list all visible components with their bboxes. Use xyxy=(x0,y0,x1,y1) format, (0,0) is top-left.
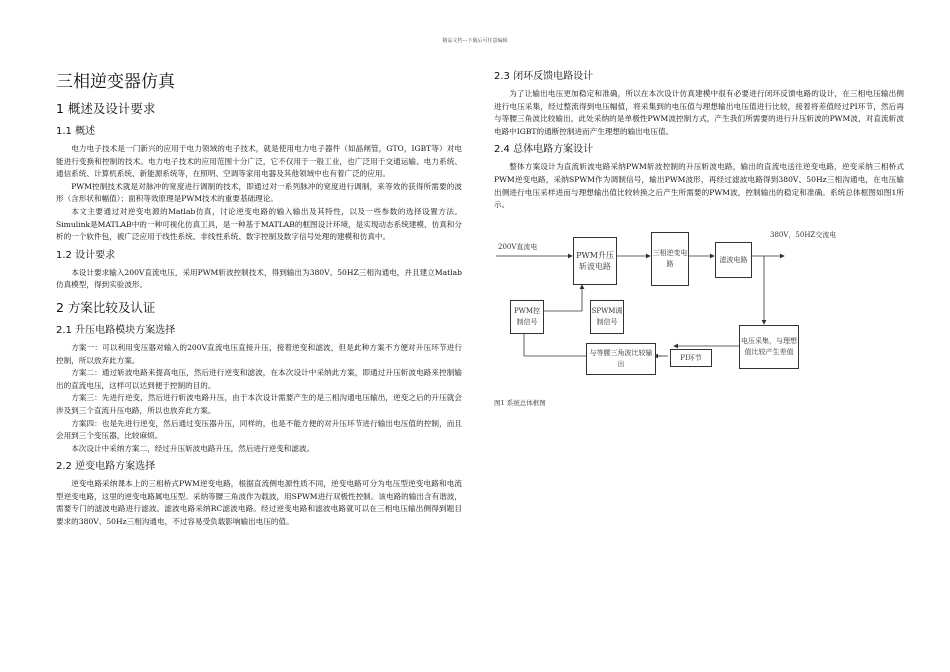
pwm-boost-block: PWM升压斩波电路 xyxy=(573,237,617,285)
pwm-control-block: PWM控制信号 xyxy=(510,300,544,334)
section-2-1-heading: 2.1 升压电路模块方案选择 xyxy=(56,324,176,336)
page-header: 精品文档---下载后可任意编辑 xyxy=(442,38,508,44)
figure-caption: 图1 系统总体框图 xyxy=(494,399,546,407)
paragraph: 本设计要求输入200V直流电压，采用PWM斩波控制技术，得到输出为380V、50HZ三相沟通电，并且建立Matlab仿真模型，得到实验波形。 xyxy=(56,267,462,290)
paragraph: 方案三：先进行逆变，然后进行斩波电路升压，由于本次设计需要产生的是三相沟通电压输出，逆变之后的升压就会涉及到三个直流升压电路，所以也放弃此方案。 xyxy=(56,393,462,415)
spwm-block: SPWM调制信号 xyxy=(590,300,624,334)
input-label: 200V直流电 xyxy=(498,243,538,251)
paragraph: 为了让输出电压更加稳定和准确，所以在本次设计仿真建模中很有必要进行闭环反馈电路的设计，在三相电压输出侧进行电压采集，经过整流得到电压幅值，将采集到的电压值与理想输出电压值进行比较，接着将差值经过PI环节，然后再与等腰三角波比较输出，此处采纳的是单极性PWM波控制方式，产生我们所需要的进行升压斩波的PWM波，对直流斩波电路中IGBT的通断控制进而产生理想的输出电压值。 xyxy=(494,89,904,136)
paragraph: 逆变电路采纳课本上的三相桥式PWM逆变电路，根据直流侧电源性质不同，逆变电路可分为电压型逆变电路和电流型逆变电路，这里的逆变电路属电压型。采纳等腰三角波作为载波，用SPWM进行双极性控制。该电路的输出含有谐波，需要专门的滤波电路进行滤波。滤波电路采纳RC滤波电路。经过逆变电路和滤波电路就可以在三相电压输出侧得到题目要求的380V、50Hz三相沟通电，不过容易受负载影响输出电压的值。 xyxy=(56,479,462,527)
section-1-1-heading: 1.1 概述 xyxy=(56,126,96,137)
paragraph: PWM控制技术就是对脉冲的宽度进行调制的技术，即通过对一系列脉冲的宽度进行调制，来等效的获得所需要的波形（含形状和幅值）；面积等效原理是PWM技术的重要基础理论。 xyxy=(56,181,462,204)
section-2-2-heading: 2.2 逆变电路方案选择 xyxy=(56,461,156,473)
diagram-connectors xyxy=(494,228,904,398)
section-1-2-heading: 1.2 设计要求 xyxy=(56,249,116,261)
output-label: 380V，50HZ交流电 xyxy=(770,231,837,239)
triangle-compare-block: 与等腰三角波比较输出 xyxy=(586,343,656,375)
paragraph: 方案四：也是先进行逆变，然后通过变压器升压，同样的，也是不能方便的对升压环节进行输出电压值的控制，而且会用到三个变压器，比较麻烦。 xyxy=(56,418,462,441)
system-block-diagram xyxy=(494,228,904,398)
section-2-heading: 2 方案比较及认证 xyxy=(56,299,156,315)
inverter-block: 三相逆变电路 xyxy=(651,232,689,286)
paragraph: 电力电子技术是一门新兴的应用于电力领域的电子技术，就是使用电力电子器件（如晶闸管，GTO，IGBT等）对电能进行变换和控制的技术。电力电子技术的应用范围十分广泛，它不仅用于一般工业，也广泛用于交通运输、电力系统、通信系统、计算机系统、新能源系统等，在照明、空调等家用电器及其他领域中也有着广泛的应用。 xyxy=(56,144,462,179)
doc-title: 三相逆变器仿真 xyxy=(56,72,175,92)
paragraph: 整体方案设计为直流斩波电路采纳PWM斩波控制的升压斩波电路，输出的直流电送往逆变电路，逆变采纳三相桥式PWM逆变电路，采纳SPWM作为调制信号，输出PWM波形，再经过滤波电路得到380V、50Hz三相沟通电，在电压输出侧进行电压采样进而与理想输出值比较转换之后产生所需要的PWM波，控制输出的稳定和准确。系统总体框图如图1所示。 xyxy=(494,162,904,210)
right-column xyxy=(494,70,904,212)
section-1-heading: 1 概述及设计要求 xyxy=(56,101,156,116)
paragraph: 本次设计中采纳方案二，经过升压斩波电路升压，然后进行逆变和滤波。 xyxy=(71,443,315,453)
paragraph: 方案二：通过斩波电路来提高电压，然后进行逆变和滤波，在本次设计中采纳此方案，即通过升压斩波电路来控制输出的直流电压，这样可以达到便于控制的目的。 xyxy=(56,368,462,390)
left-column xyxy=(56,70,462,529)
paragraph: 方案一：可以利用变压器对输入的200V直流电压直接升压，接着逆变和滤波，但是此种方案不方便对升压环节进行控制，所以放弃此方案。 xyxy=(56,342,462,365)
section-2-3-heading: 2.3 闭环反馈电路设计 xyxy=(494,71,594,82)
filter-block: 滤波电路 xyxy=(715,242,752,278)
section-2-4-heading: 2.4 总体电路方案设计 xyxy=(494,144,594,156)
pi-block: PI环节 xyxy=(670,349,712,367)
paragraph: 本文主要通过对逆变电源的Matlab仿真，讨论逆变电路的输入输出及其特性，以及一些参数的选择设置方法。Simulink是MATLAB中的一种可视化仿真工具，是一种基于MATLAB的框图设计环境，是实现动态系统建模、仿真和分析的一个软件包，被广泛应用于线性系统、非线性系统、数字控制及数字信号处理的建模和仿真中。 xyxy=(56,206,462,242)
voltage-sampler-block: 电压采集，与理想值比较产生差值 xyxy=(739,325,799,369)
